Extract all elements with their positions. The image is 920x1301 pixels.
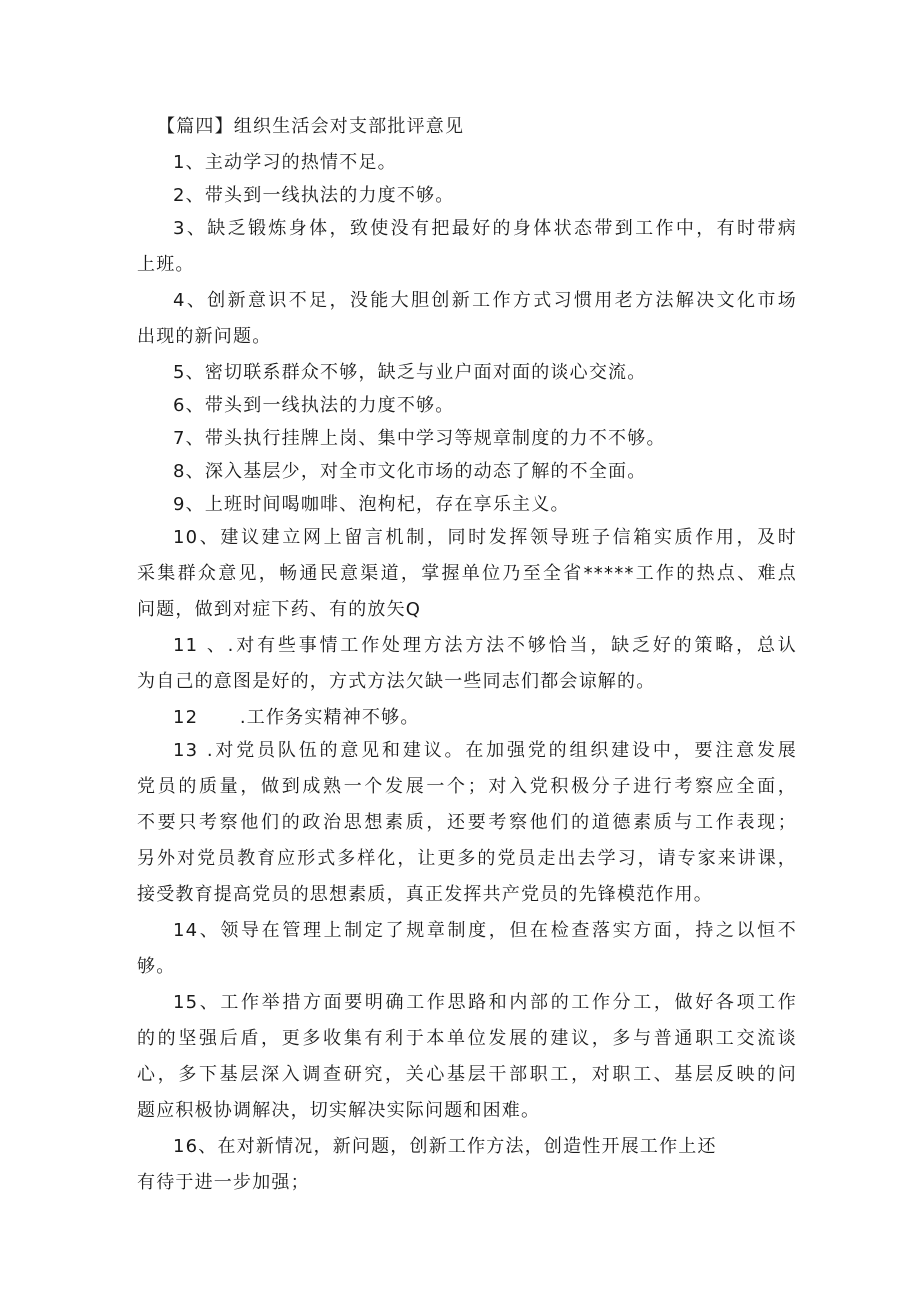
item-12-line-1: 12 .工作务实精神不够。 <box>173 707 420 728</box>
item-10-line-1: 10、建议建立网上留言机制，同时发挥领导班子信箱实质作用，及时 <box>173 527 797 548</box>
item-13-line-2: 党员的质量，做到成熟一个发展一个；对入党积极分子进行考察应全面， <box>137 776 797 797</box>
item-8-line-1: 8、深入基层少，对全市文化市场的动态了解的不全面。 <box>173 461 647 482</box>
item-13-line-4: 另外对党员教育应形式多样化，让更多的党员走出去学习，请专家来讲课， <box>137 848 797 869</box>
item-10-line-3: 问题，做到对症下药、有的放矢Q <box>137 599 422 620</box>
item-15-line-1: 15、工作举措方面要明确工作思路和内部的工作分工，做好各项工作 <box>173 992 797 1013</box>
item-14-line-1: 14、领导在管理上制定了规章制度，但在检查落实方面，持之以恒不 <box>173 920 797 941</box>
item-11-line-2: 为自己的意图是好的，方式方法欠缺一些同志们都会谅解的。 <box>137 671 656 692</box>
item-5-line-1: 5、密切联系群众不够，缺乏与业户面对面的谈心交流。 <box>173 362 647 383</box>
item-7-line-1: 7、带头执行挂牌上岗、集中学习等规章制度的力不不够。 <box>173 428 666 449</box>
item-10-line-2: 采集群众意见，畅通民意渠道，掌握单位乃至全省*****工作的热点、难点 <box>137 563 797 584</box>
item-3-line-2: 上班。 <box>137 254 195 275</box>
item-13-line-1: 13 .对党员队伍的意见和建议。在加强党的组织建设中，要注意发展 <box>173 740 797 761</box>
item-6-line-1: 6、带头到一线执法的力度不够。 <box>173 395 455 416</box>
item-4-line-1: 4、创新意识不足，没能大胆创新工作方式习惯用老方法解决文化市场 <box>173 290 797 311</box>
item-13-line-3: 不要只考察他们的政治思想素质，还要考察他们的道德素质与工作表现； <box>137 812 797 833</box>
item-1-line-1: 1、主动学习的热情不足。 <box>173 152 397 173</box>
item-9-line-1: 9、上班时间喝咖啡、泡枸杞，存在享乐主义。 <box>173 494 570 515</box>
item-16-line-1: 16、在对新情况，新问题，创新工作方法，创造性开展工作上还 <box>173 1136 717 1157</box>
item-3-line-1: 3、缺乏锻炼身体，致使没有把最好的身体状态带到工作中，有时带病 <box>173 218 797 239</box>
item-4-line-2: 出现的新问题。 <box>137 326 272 347</box>
item-2-line-1: 2、带头到一线执法的力度不够。 <box>173 185 455 206</box>
item-15-line-2: 的的坚强后盾，更多收集有利于本单位发展的建议，多与普通职工交流谈 <box>137 1028 797 1049</box>
item-11-line-1: 11 、.对有些事情工作处理方法方法不够恰当，缺乏好的策略，总认 <box>173 635 797 656</box>
item-16-line-2: 有待于进一步加强； <box>137 1172 310 1193</box>
item-15-line-3: 心，多下基层深入调查研究，关心基层干部职工，对职工、基层反映的问 <box>137 1064 797 1085</box>
item-13-line-5: 接受教育提高党员的思想素质，真正发挥共产党员的先锋模范作用。 <box>137 884 713 905</box>
document-title: 【篇四】组织生活会对支部批评意见 <box>157 116 465 137</box>
item-15-line-4: 题应积极协调解决，切实解决实际问题和困难。 <box>137 1100 541 1121</box>
item-14-line-2: 够。 <box>137 956 176 977</box>
